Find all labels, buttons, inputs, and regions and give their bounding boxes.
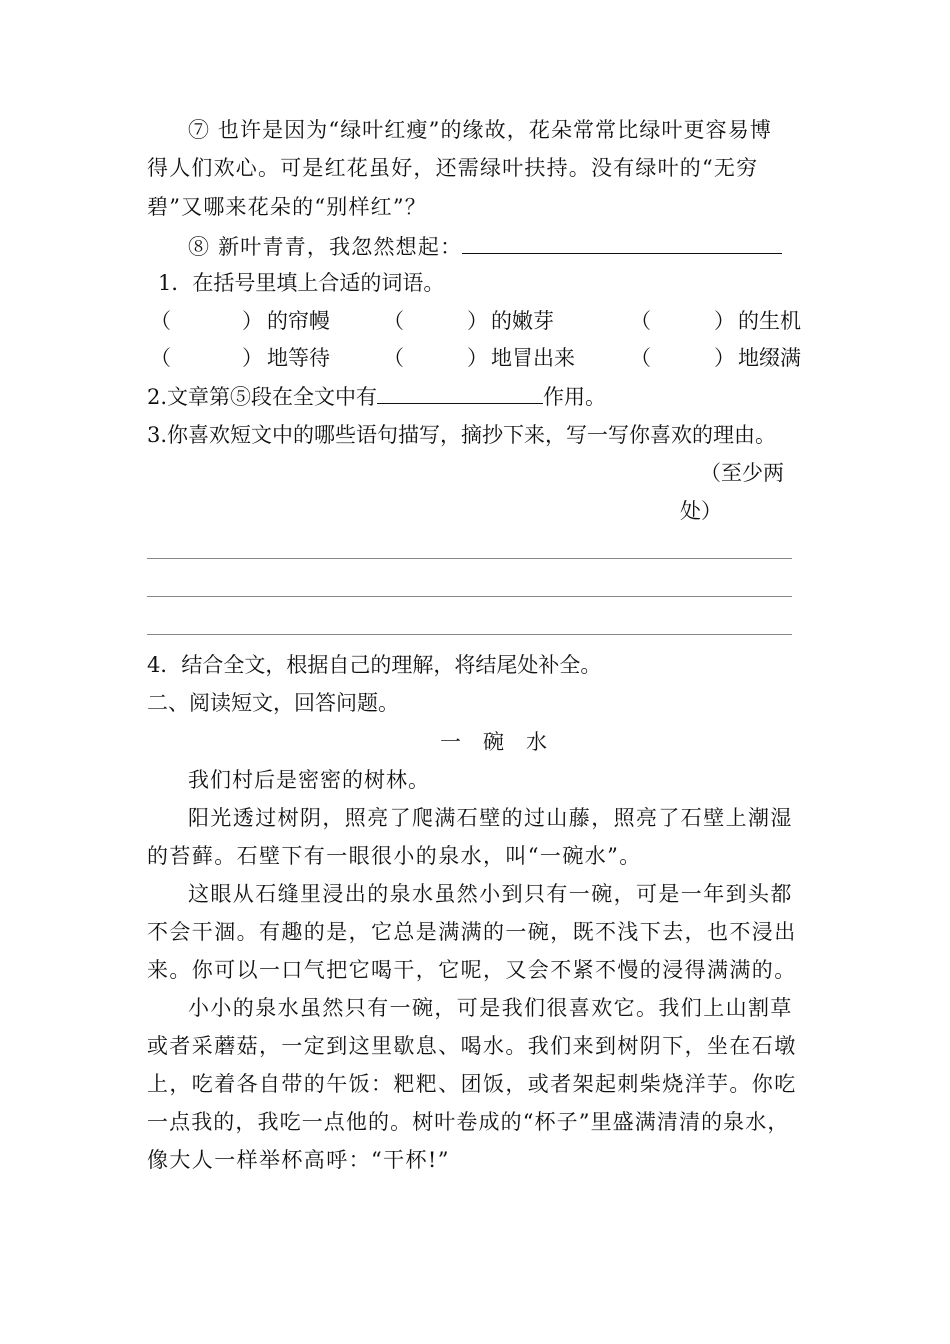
story-line-3: 的苔藓。石壁下有一眼很小的泉水，叫“一碗水”。 (147, 844, 642, 868)
story-line-9: 上，吃着各自带的午饭：粑粑、团饭，或者架起刺柴烧洋芋。你吃 (147, 1072, 797, 1096)
q1-row2-item2-answer-blank[interactable] (408, 343, 468, 373)
section-2-heading: 二、阅读短文，回答问题。 (147, 691, 399, 715)
paragraph-7-line-3: 碧”又哪来花朵的“别样红”？ (147, 195, 428, 219)
story-line-1: 我们村后是密密的树林。 (188, 768, 430, 792)
q1-row2-item2-close: ） (467, 346, 488, 370)
paragraph-7-line-2: 得人们欢心。可是红花虽好，还需绿叶扶持。没有绿叶的“无穷 (147, 156, 759, 180)
q1-row2-item2-open: （ (383, 346, 404, 370)
story-line-10: 一点我的，我吃一点他的。树叶卷成的“杯子”里盛满清清的泉水， (147, 1110, 790, 1134)
story-line-2: 阳光透过树阴，照亮了爬满石壁的过山藤，照亮了石壁上潮湿 (188, 806, 793, 830)
q1-row1-item2-answer-blank[interactable] (408, 306, 468, 336)
question-1-prompt: 1．在括号里填上合适的词语。 (158, 271, 445, 295)
q1-row2-item1-text: 地等待 (267, 346, 330, 370)
paragraph-8-answer-blank[interactable] (462, 231, 782, 254)
q1-row2-item3-answer-blank[interactable] (655, 343, 715, 373)
question-2 (147, 381, 606, 412)
q1-row1-item3-open: （ (630, 309, 651, 333)
q1-row1-item1-open: （ (150, 309, 171, 333)
story-title: 一碗水 (440, 730, 569, 754)
q1-row2-item3-text: 地缀满 (738, 346, 801, 370)
paragraph-7-line-1: ⑦ 也许是因为“绿叶红瘦”的缘故，花朵常常比绿叶更容易博 (188, 118, 772, 142)
story-line-8: 或者采蘑菇，一定到这里歇息、喝水。我们来到树阴下，坐在石墩 (147, 1034, 797, 1058)
paragraph-8-text: ⑧ 新叶青青，我忽然想起： (188, 235, 463, 259)
story-line-4: 这眼从石缝里浸出的泉水虽然小到只有一碗，可是一年到头都 (188, 882, 793, 906)
question-3-note-line-2: 处） (680, 499, 722, 523)
q1-row2-item1-close: ） (242, 346, 263, 370)
q1-row1-item1-text: 的帘幔 (267, 309, 330, 333)
q1-row1-item2-close: ） (467, 309, 488, 333)
q1-row2-item1-open: （ (150, 346, 171, 370)
story-line-7: 小小的泉水虽然只有一碗，可是我们很喜欢它。我们上山割草 (188, 996, 793, 1020)
answer-line-2[interactable] (147, 596, 792, 597)
q1-row1-item1-close: ） (242, 309, 263, 333)
q1-row1-item1-answer-blank[interactable] (175, 306, 245, 336)
answer-line-1[interactable] (147, 558, 792, 559)
q1-row1-item3-answer-blank[interactable] (655, 306, 715, 336)
story-line-11: 像大人一样举杯高呼：“干杯!” (147, 1148, 450, 1172)
q1-row1-item2-text: 的嫩芽 (491, 309, 554, 333)
q1-row1-item3-close: ） (714, 309, 735, 333)
q1-row2-item3-open: （ (630, 346, 651, 370)
paragraph-8 (188, 231, 782, 262)
question-2-answer-blank[interactable] (377, 381, 543, 404)
q1-row2-item1-answer-blank[interactable] (175, 343, 245, 373)
q1-row2-item2-text: 地冒出来 (491, 346, 575, 370)
q1-row2-item3-close: ） (714, 346, 735, 370)
answer-line-3[interactable] (147, 634, 792, 635)
question-2-suffix: 作用。 (543, 385, 607, 409)
question-2-prompt: 2.文章第⑤段在全文中有 (147, 385, 378, 409)
question-3-prompt: 3.你喜欢短文中的哪些语句描写，摘抄下来，写一写你喜欢的理由。 (147, 423, 777, 447)
question-4-prompt: 4．结合全文，根据自己的理解，将结尾处补全。 (147, 653, 602, 677)
story-line-5: 不会干涸。有趣的是，它总是满满的一碗，既不浅下去，也不浸出 (147, 920, 797, 944)
q1-row1-item3-text: 的生机 (738, 309, 801, 333)
story-line-6: 来。你可以一口气把它喝干，它呢，又会不紧不慢的浸得满满的。 (147, 958, 797, 982)
q1-row1-item2-open: （ (383, 309, 404, 333)
question-3-note-line-1: （至少两 (700, 461, 784, 485)
